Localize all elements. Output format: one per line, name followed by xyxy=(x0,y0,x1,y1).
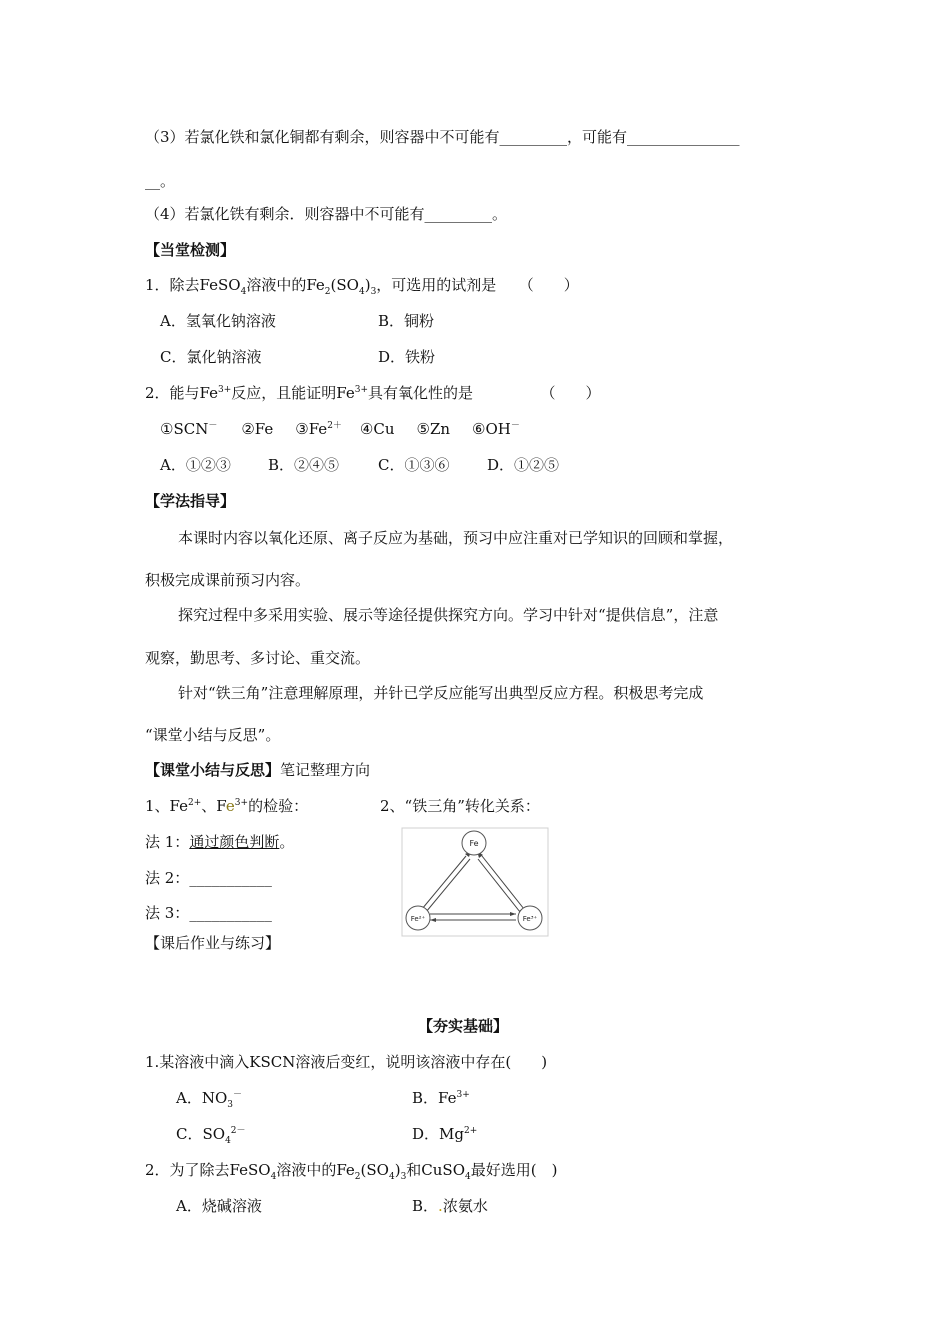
guide-paragraph-1-line-1: 本课时内容以氧化还原、离子反应为基础，预习中应注重对已学知识的回顾和掌握， xyxy=(178,529,734,547)
guide-paragraph-3-line-2: “课堂小结与反思”。 xyxy=(145,726,281,744)
summary-item-1: 1、$Fe^{2+}$、$Fe^{3+}$的检验： xyxy=(145,797,309,815)
hw-q1-option-a: A．$NO_3^-$ xyxy=(176,1089,243,1110)
section-heading-test: 【当堂检测】 xyxy=(145,241,236,259)
hw-q1-option-c: C．$SO_4^{2-}$ xyxy=(176,1125,246,1146)
test-q2-option-a: A．①②③ xyxy=(160,456,231,474)
node-fe3-label: Fe³⁺ xyxy=(522,915,538,923)
hw-q2-option-a: A．烧碱溶液 xyxy=(176,1197,262,1215)
question-3-text: （3）若氯化铁和氯化铜都有剩余，则容器中不可能有_________，可能有_______________ xyxy=(145,128,740,146)
test-q2-choices: ①SCN－ ②Fe $③Fe^{2+}$ ④Cu ⑤Zn ⑥OH－ xyxy=(160,420,520,438)
question-4-text: （4）若氯化铁有剩余．则容器中不可能有_________。 xyxy=(145,205,508,223)
test-q1-option-a: A．氢氧化钠溶液 xyxy=(160,312,276,330)
homework-question-2: 2．为了除去FeSO$_4$溶液中的$Fe_2(SO_4)_3$和CuSO$_4$最好选用( ) xyxy=(145,1161,558,1182)
guide-paragraph-3-line-1: 针对“铁三角”注意理解原理，并针已学反应能写出典型反应方程。积极思考完成 xyxy=(178,684,704,702)
test-q2-option-c: C．①③⑥ xyxy=(378,456,450,474)
method-1: 法 1：通过颜色判断。 xyxy=(145,833,295,851)
node-fe2-label: Fe²⁺ xyxy=(410,915,426,923)
section-heading-homework: 【课后作业与练习】 xyxy=(145,934,281,952)
section-heading-basics: 【夯实基础】 xyxy=(418,1017,509,1035)
iron-triangle-diagram xyxy=(400,826,550,938)
summary-heading: 【课堂小结与反思】笔记整理方向 xyxy=(145,761,371,779)
hw-q1-option-d: D．$Mg^{2+}$ xyxy=(412,1125,478,1143)
summary-item-2: 2、“铁三角”转化关系： xyxy=(380,797,540,815)
hw-q2-option-b: B．.浓氨水 xyxy=(412,1197,488,1215)
test-question-1: 1．除去FeSO$_4$溶液中的$Fe_2(SO_4)_3$，可选用的试剂是 （ ） xyxy=(145,276,579,297)
test-q2-option-b: B．②④⑤ xyxy=(268,456,340,474)
hw-q1-option-b: B．$Fe^{3+}$ xyxy=(412,1089,470,1107)
node-fe-label: Fe xyxy=(469,839,479,848)
guide-paragraph-2-line-1: 探究过程中多采用实验、展示等途径提供探究方向。学习中针对“提供信息”，注意 xyxy=(178,606,719,624)
test-q1-option-c: C．氯化钠溶液 xyxy=(160,348,262,366)
method-3: 法 3：___________ xyxy=(145,904,272,922)
test-question-2: 2．能与$Fe^{3+}$反应，且能证明$Fe^{3+}$具有氧化性的是 （ ） xyxy=(145,384,601,402)
guide-paragraph-1-line-2: 积极完成课前预习内容。 xyxy=(145,571,311,589)
section-heading-guide: 【学法指导】 xyxy=(145,492,236,510)
question-3-continued: __。 xyxy=(145,172,176,190)
homework-question-1: 1.某溶液中滴入KSCN溶液后变红，说明该溶液中存在( ) xyxy=(145,1053,548,1071)
test-q1-option-d: D．铁粉 xyxy=(378,348,436,366)
test-q2-option-d: D．①②⑤ xyxy=(487,456,560,474)
method-2: 法 2：___________ xyxy=(145,869,272,887)
guide-paragraph-2-line-2: 观察，勤思考、多讨论、重交流。 xyxy=(145,649,371,667)
test-q1-option-b: B．铜粉 xyxy=(378,312,435,330)
